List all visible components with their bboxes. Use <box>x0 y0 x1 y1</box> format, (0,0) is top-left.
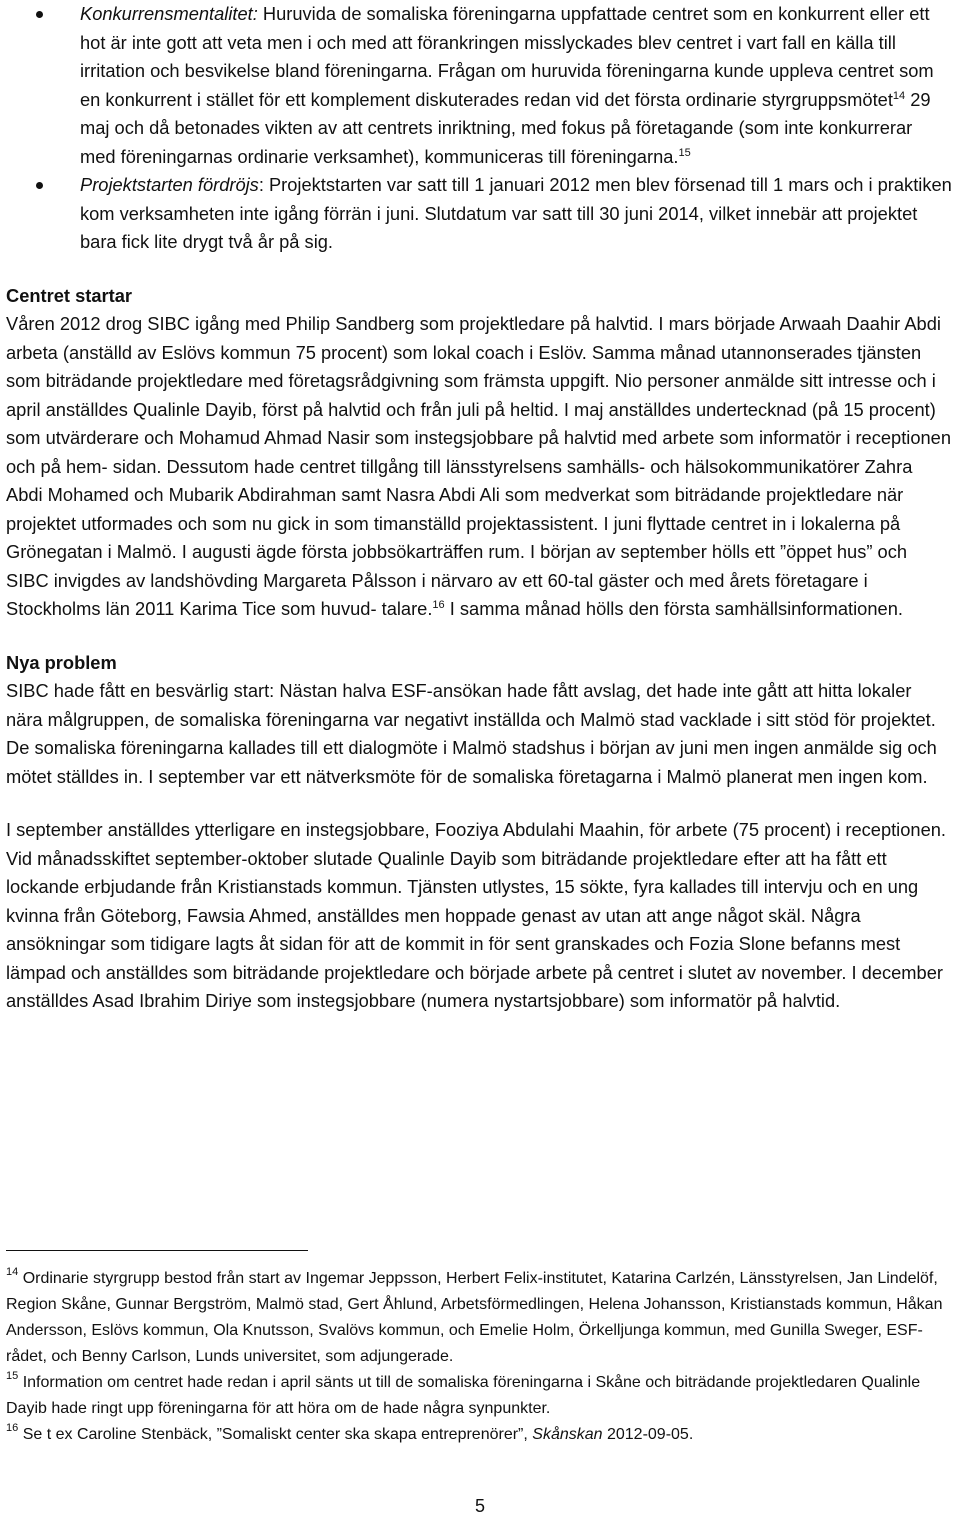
bullet-term: Projektstarten fördröjs <box>80 174 259 195</box>
page-number: 5 <box>474 1496 485 1516</box>
body-paragraph: I september anställdes ytterligare en instegsjobbare, Fooziya Abdulahi Maahin, för arbete (75 procent) i receptionen. Vid månadsskiftet september-oktober slutade Qualinle Dayib som biträdande projektledare efter att ha fått ett lockande erbjudande från Kristianstads kommun. Tjänsten utlystes, 15 sökte, fyra kallades till intervju och en ung kvinna från Göteborg, Fawsia Ahmed, anställdes men hoppade genast av utan att ange något skäl. Några ansökningar som tidigare lagts åt sidan för att de kommit in för sent granskades och Fozia Slone befanns mest lämpad och anställdes som biträdande projektledare och började arbete på centret i slutet av november. I december anställdes Asad Ibrahim Diriye som instegsjobbare (numera nystartsjobbare) som informatör på halvtid. <box>6 819 946 1011</box>
bullet-item-projektstarten <box>6 171 952 257</box>
footnote <box>6 1422 952 1448</box>
bullet-text: : Projektstarten var satt till 1 januari 2012 men blev försenad till 1 mars och i praktiken kom verksamheten inte igång förrän i juni. Slutdatum var satt till 30 juni 2014, vilket innebär att projektet bara fick lite drygt två år på sig. <box>80 174 952 252</box>
bullet-text: 29 maj och då betonades vikten av att centrets inriktning, med fokus på företagande (som inte konkurrerar med föreningarnas ordinarie verksamhet), kommuniceras till föreningarna. <box>80 88 931 167</box>
bullet-text: Huruvida de somaliska föreningarna uppfattade centret som en konkurrent eller ett hot är inte gott att veta men i och med att förankringen misslyckades blev centret i vart fall en källa till irritation och besvikelse bland föreningarna. Frågan om huruvida föreningarna kunde uppleva centret som en konkurrent i stället för ett komplement diskuterades redan vid det första ordinarie styrgruppsmötet <box>80 3 934 110</box>
footnote <box>6 1266 952 1370</box>
bullet-dot-icon <box>36 182 43 189</box>
footnote-number: 14 <box>6 1266 19 1278</box>
bullet-term: Konkurrensmentalitet: <box>80 3 258 24</box>
footnote-number: 16 <box>6 1422 19 1434</box>
bullet-list <box>6 0 952 257</box>
footnote <box>6 1370 952 1422</box>
section-heading: Centret startar <box>6 284 132 306</box>
footnote-ref[interactable]: 16 <box>432 599 445 611</box>
footnote-number: 15 <box>6 1370 19 1382</box>
footnote-text: 2012-09-05. <box>602 1426 694 1443</box>
footnote-text: Ordinarie styrgrupp bestod från start av Ingemar Jeppsson, Herbert Felix-institutet, Katarina Carlzén, Länsstyrelsen, Jan Lindelöf, Region Skåne, Gunnar Bergström, Malmö stad, Gert Åhlund, Arbetsförmedlingen, Helena Johansson, Kristianstads kommun, Håkan Andersson, Eslövs kommun, Ola Knutsson, Svalövs kommun, och Emelie Holm, Örkelljunga kommun, med Gunilla Sweger, ESF-rådet, och Benny Carlson, Lunds universitet, som adjungerade. <box>6 1270 943 1365</box>
footnote-source: Skånskan <box>532 1426 603 1443</box>
body-paragraph: SIBC hade fått en besvärlig start: Nästan halva ESF-ansökan hade fått avslag, det hade inte gått att hitta lokaler nära målgruppen, de somaliska föreningarna var negativt inställda och Malmö stad vacklade i sitt stöd för projektet. De somaliska föreningarna kallades till ett dialogmöte i Malmö stadshus i början av juni men ingen anmälde sig och mötet ställdes in. I september var ett nätverksmöte för de somaliska företagarna i Malmö planerat men ingen kom. <box>6 680 937 787</box>
footnote-text: Se t ex Caroline Stenbäck, ”Somaliskt center ska skapa entreprenörer”, <box>18 1426 533 1443</box>
footnote-ref[interactable]: 15 <box>678 146 691 159</box>
footnote-divider <box>6 1250 308 1251</box>
paragraph-text: I samma månad hölls den första samhällsinformationen. <box>444 598 903 619</box>
document-page <box>6 0 952 1443</box>
footnote-ref[interactable]: 14 <box>892 89 906 102</box>
footnotes <box>6 1266 952 1448</box>
section-heading: Nya problem <box>6 651 117 673</box>
body-paragraph <box>6 310 952 624</box>
bullet-item-konkurrensmentalitet <box>6 0 952 171</box>
paragraph-text: Våren 2012 drog SIBC igång med Philip Sandberg som projektledare på halvtid. I mars började Arwaah Daahir Abdi arbeta (anställd av Eslövs kommun 75 procent) som lokal coach i Eslöv. Samma månad utannonserades tjänsten som biträdande projektledare med företagsrådgivning som främsta uppgift. Nio personer anmälde sitt intresse och i april anställdes Qualinle Dayib, först på halvtid och från juli på heltid. I maj anställdes undertecknad (på 15 procent) som utvärderare och Mohamud Ahmad Nasir som instegsjobbare på halvtid med arbete som informatör i receptionen och på hem- sidan. Dessutom hade centret tillgång till länsstyrelsens samhälls- och hälsokommunikatörer Zahra Abdi Mohamed och Mubarik Abdirahman samt Nasra Abdi Ali som medverkat som biträdande projektledare när projektet utformades och som nu gick in som timanställd projektassistent. I juni flyttade centret in i lokalerna på Grönegatan i Malmö. I augusti ägde första jobbsökarträffen rum. I början av september hölls ett ”öppet hus” och SIBC invigdes av landshövding Margareta Pålsson i närvaro av ett 60-tal gäster och med årets företagare i Stockholms län 2011 Karima Tice som huvud- talare. <box>6 313 952 619</box>
bullet-dot-icon <box>36 11 43 18</box>
footnote-text: Information om centret hade redan i april sänts ut till de somaliska föreningarna i Skåne och biträdande projektledaren Qualinle Dayib hade ringt upp föreningarna för att höra om de hade några synpunkter. <box>6 1374 921 1417</box>
